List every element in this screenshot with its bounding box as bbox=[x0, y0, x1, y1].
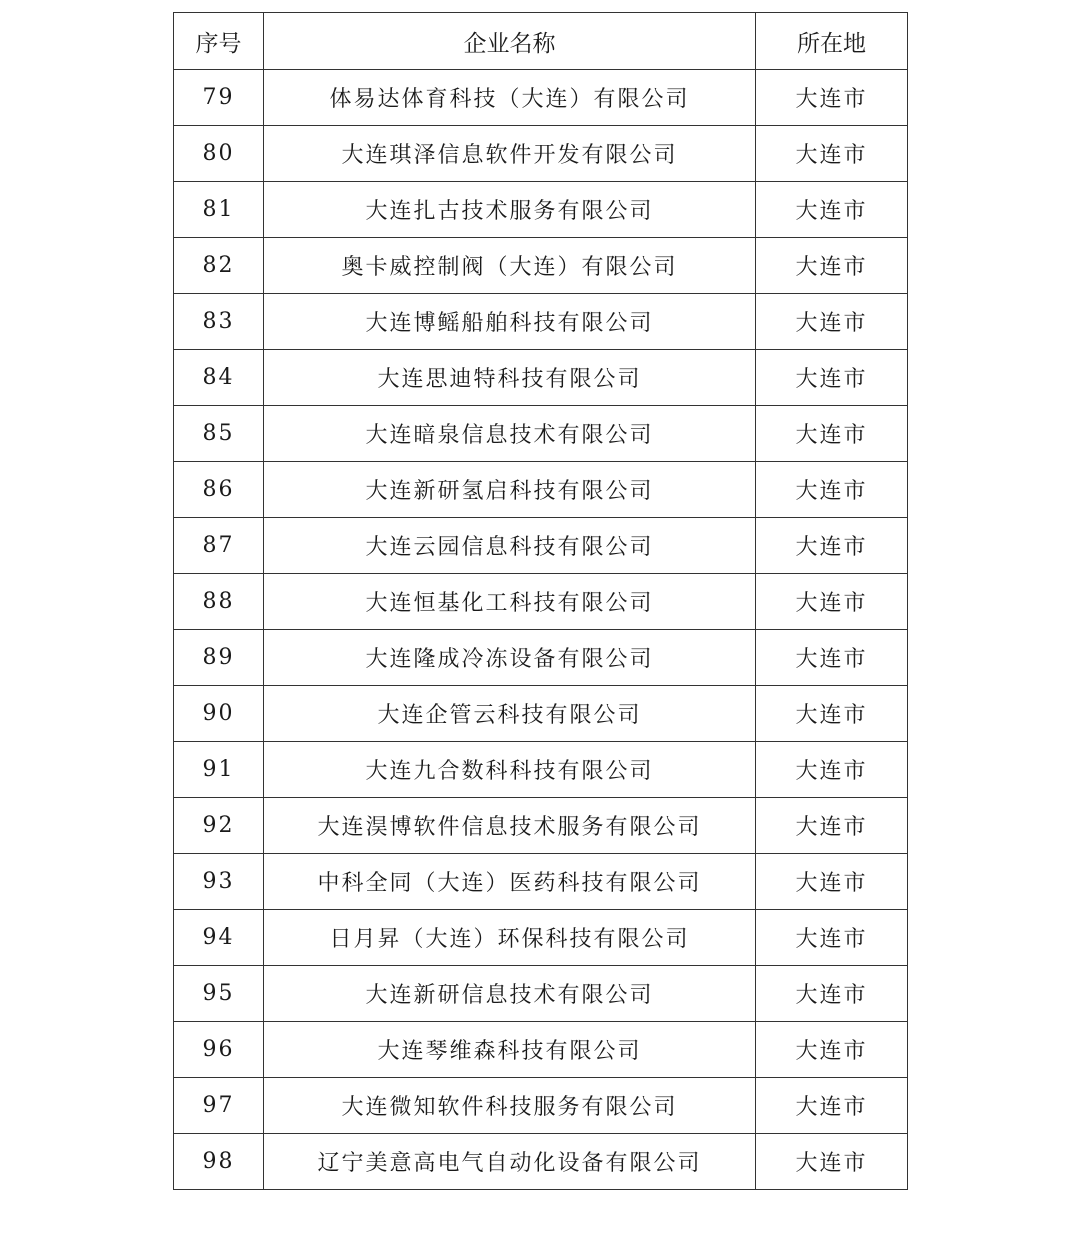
table-row bbox=[174, 910, 908, 966]
cell-company-name: 大连恒基化工科技有限公司 bbox=[264, 574, 756, 630]
cell-serial-number: 90 bbox=[174, 686, 264, 742]
cell-company-name: 大连新研信息技术有限公司 bbox=[264, 966, 756, 1022]
cell-serial-number: 83 bbox=[174, 294, 264, 350]
cell-company-name: 大连云园信息科技有限公司 bbox=[264, 518, 756, 574]
cell-serial-number: 87 bbox=[174, 518, 264, 574]
table-row bbox=[174, 1022, 908, 1078]
table-row bbox=[174, 574, 908, 630]
cell-location: 大连市 bbox=[756, 1078, 908, 1134]
table-row bbox=[174, 742, 908, 798]
cell-company-name: 体易达体育科技（大连）有限公司 bbox=[264, 70, 756, 126]
table-row bbox=[174, 350, 908, 406]
cell-serial-number: 98 bbox=[174, 1134, 264, 1190]
cell-company-name: 大连九合数科科技有限公司 bbox=[264, 742, 756, 798]
cell-company-name: 大连博鳐船舶科技有限公司 bbox=[264, 294, 756, 350]
cell-company-name: 大连思迪特科技有限公司 bbox=[264, 350, 756, 406]
cell-company-name: 大连扎古技术服务有限公司 bbox=[264, 182, 756, 238]
cell-serial-number: 80 bbox=[174, 126, 264, 182]
cell-company-name: 大连微知软件科技服务有限公司 bbox=[264, 1078, 756, 1134]
table-header bbox=[174, 13, 908, 70]
cell-company-name: 大连淏博软件信息技术服务有限公司 bbox=[264, 798, 756, 854]
company-list-table bbox=[173, 12, 908, 1190]
cell-location: 大连市 bbox=[756, 126, 908, 182]
cell-location: 大连市 bbox=[756, 630, 908, 686]
table-row bbox=[174, 238, 908, 294]
cell-serial-number: 97 bbox=[174, 1078, 264, 1134]
cell-serial-number: 89 bbox=[174, 630, 264, 686]
cell-serial-number: 86 bbox=[174, 462, 264, 518]
cell-serial-number: 93 bbox=[174, 854, 264, 910]
cell-serial-number: 92 bbox=[174, 798, 264, 854]
cell-location: 大连市 bbox=[756, 70, 908, 126]
table-row bbox=[174, 182, 908, 238]
cell-company-name: 日月昇（大连）环保科技有限公司 bbox=[264, 910, 756, 966]
cell-company-name: 奥卡威控制阀（大连）有限公司 bbox=[264, 238, 756, 294]
header-row bbox=[174, 13, 908, 70]
cell-location: 大连市 bbox=[756, 238, 908, 294]
table-row bbox=[174, 70, 908, 126]
cell-location: 大连市 bbox=[756, 462, 908, 518]
table-row bbox=[174, 462, 908, 518]
table-row bbox=[174, 1134, 908, 1190]
company-list-table-container bbox=[173, 12, 907, 1190]
header-serial-number: 序号 bbox=[174, 13, 264, 70]
table-row bbox=[174, 686, 908, 742]
cell-serial-number: 95 bbox=[174, 966, 264, 1022]
cell-company-name: 中科全同（大连）医药科技有限公司 bbox=[264, 854, 756, 910]
cell-serial-number: 82 bbox=[174, 238, 264, 294]
cell-serial-number: 96 bbox=[174, 1022, 264, 1078]
cell-location: 大连市 bbox=[756, 406, 908, 462]
table-row bbox=[174, 294, 908, 350]
cell-location: 大连市 bbox=[756, 350, 908, 406]
table-row bbox=[174, 1078, 908, 1134]
table-row bbox=[174, 518, 908, 574]
cell-location: 大连市 bbox=[756, 182, 908, 238]
cell-company-name: 大连企管云科技有限公司 bbox=[264, 686, 756, 742]
cell-location: 大连市 bbox=[756, 1022, 908, 1078]
header-location: 所在地 bbox=[756, 13, 908, 70]
cell-company-name: 大连新研氢启科技有限公司 bbox=[264, 462, 756, 518]
table-row bbox=[174, 854, 908, 910]
cell-serial-number: 91 bbox=[174, 742, 264, 798]
cell-location: 大连市 bbox=[756, 686, 908, 742]
cell-company-name: 大连隆成冷冻设备有限公司 bbox=[264, 630, 756, 686]
cell-location: 大连市 bbox=[756, 1134, 908, 1190]
cell-serial-number: 84 bbox=[174, 350, 264, 406]
cell-company-name: 大连琪泽信息软件开发有限公司 bbox=[264, 126, 756, 182]
header-company-name: 企业名称 bbox=[264, 13, 756, 70]
cell-location: 大连市 bbox=[756, 854, 908, 910]
cell-serial-number: 88 bbox=[174, 574, 264, 630]
cell-location: 大连市 bbox=[756, 798, 908, 854]
cell-company-name: 辽宁美意高电气自动化设备有限公司 bbox=[264, 1134, 756, 1190]
table-row bbox=[174, 126, 908, 182]
table-body bbox=[174, 70, 908, 1190]
cell-location: 大连市 bbox=[756, 966, 908, 1022]
table-row bbox=[174, 406, 908, 462]
cell-serial-number: 94 bbox=[174, 910, 264, 966]
cell-company-name: 大连琴维森科技有限公司 bbox=[264, 1022, 756, 1078]
cell-location: 大连市 bbox=[756, 910, 908, 966]
cell-location: 大连市 bbox=[756, 742, 908, 798]
cell-serial-number: 85 bbox=[174, 406, 264, 462]
cell-serial-number: 81 bbox=[174, 182, 264, 238]
cell-company-name: 大连暗泉信息技术有限公司 bbox=[264, 406, 756, 462]
cell-location: 大连市 bbox=[756, 574, 908, 630]
cell-serial-number: 79 bbox=[174, 70, 264, 126]
table-row bbox=[174, 966, 908, 1022]
table-row bbox=[174, 630, 908, 686]
cell-location: 大连市 bbox=[756, 518, 908, 574]
table-row bbox=[174, 798, 908, 854]
cell-location: 大连市 bbox=[756, 294, 908, 350]
